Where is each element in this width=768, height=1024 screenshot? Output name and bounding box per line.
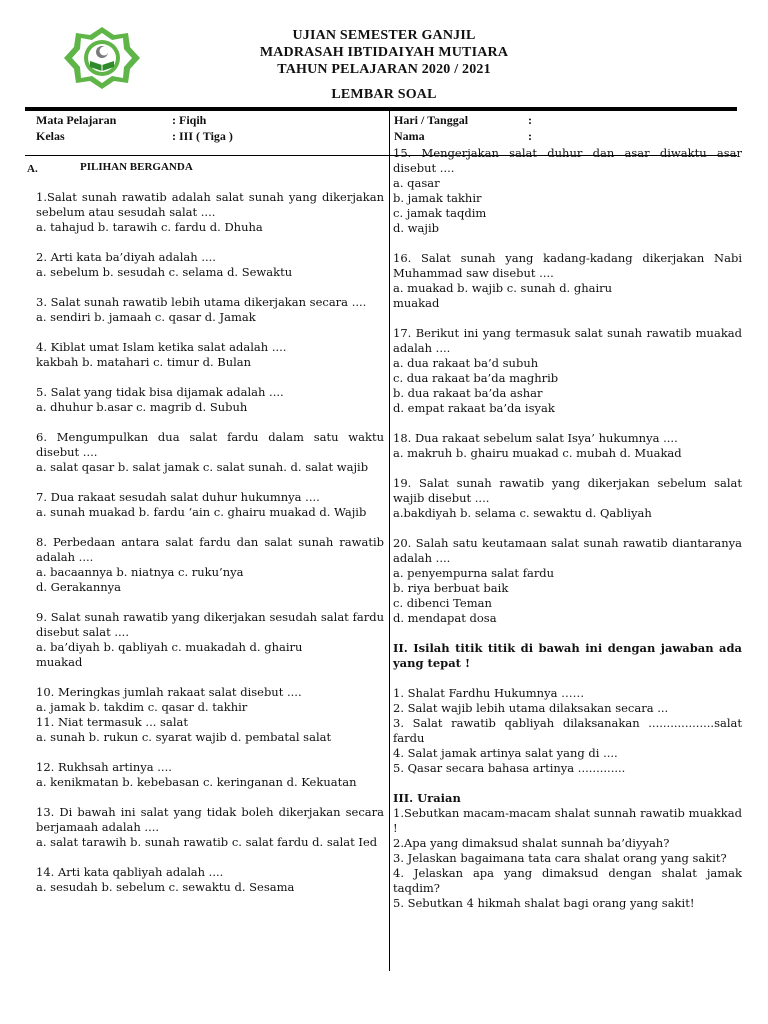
answer-options: kakbah b. matahari c. timur d. Bulan [36, 355, 252, 369]
question-text: 8. Perbedaan antara salat fardu dan salat sunah rawatib adalah .... [36, 535, 384, 564]
question-text: 20. Salah satu keutamaan salat sunah rawatib diantaranya adalah .... [393, 536, 742, 565]
question-text: 15. Mengerjakan salat duhur dan asar diwaktu asar disebut .... [393, 146, 742, 175]
date-label: Hari / Tanggal [394, 113, 469, 127]
section-c-title: III. Uraian [393, 791, 461, 805]
question-item [36, 610, 384, 670]
answer-options: a. makruh b. ghairu muakad c. mubah d. Muakad [393, 446, 682, 460]
answer-options: c. dibenci Teman [393, 596, 492, 610]
left-question-column [36, 190, 384, 910]
question-item [393, 431, 742, 461]
school-year: TAHUN PELAJARAN 2020 / 2021 [277, 62, 491, 77]
answer-options: b. dua rakaat ba’da ashar [393, 386, 543, 400]
fill-in-item: 3. Salat rawatib qabliyah dilaksanakan ..................salat fardu [393, 716, 742, 745]
answer-options: a. dua rakaat ba’d subuh [393, 356, 539, 370]
essay-item: 2.Apa yang dimaksud shalat sunnah ba’diyyah? [393, 836, 670, 850]
question-item [393, 476, 742, 521]
question-item [36, 535, 384, 595]
section-a-title: PILIHAN BERGANDA [80, 161, 193, 173]
question-item [36, 250, 384, 280]
question-text: 6. Mengumpulkan dua salat fardu dalam satu waktu disebut .... [36, 430, 384, 459]
question-item [36, 430, 384, 475]
answer-options: a. sesudah b. sebelum c. sewaktu d. Sesama [36, 880, 295, 894]
question-text: 16. Salat sunah yang kadang-kadang dikerjakan Nabi Muhammad saw disebut .... [393, 251, 742, 280]
column-divider [389, 111, 390, 971]
answer-options: 11. Niat termasuk ... salat [36, 715, 188, 729]
question-text: 12. Rukhsah artinya .... [36, 760, 172, 774]
question-item [393, 326, 742, 416]
exam-title: UJIAN SEMESTER GANJIL [292, 28, 476, 43]
question-text: 4. Kiblat umat Islam ketika salat adalah .... [36, 340, 287, 354]
answer-options: a. salat qasar b. salat jamak c. salat sunah. d. salat wajib [36, 460, 369, 474]
question-text: 18. Dua rakaat sebelum salat Isya’ hukumnya .... [393, 431, 678, 445]
question-item [36, 190, 384, 235]
fill-in-item: 2. Salat wajib lebih utama dilaksakan secara ... [393, 701, 669, 715]
question-text: 19. Salat sunah rawatib yang dikerjakan sebelum salat wajib disebut .... [393, 476, 742, 505]
answer-options: a. sebelum b. sesudah c. selama d. Sewaktu [36, 265, 293, 279]
sheet-title: LEMBAR SOAL [331, 87, 437, 102]
answer-options: a. tahajud b. tarawih c. fardu d. Dhuha [36, 220, 263, 234]
question-item [36, 490, 384, 520]
subject-value: : Fiqih [172, 113, 207, 127]
question-text: 3. Salat sunah rawatib lebih utama dikerjakan secara .... [36, 295, 367, 309]
answer-options: a.bakdiyah b. selama c. sewaktu d. Qabliyah [393, 506, 652, 520]
answer-options: a. sunah b. rukun c. syarat wajib d. pembatal salat [36, 730, 332, 744]
question-text: 7. Dua rakaat sesudah salat duhur hukumnya .... [36, 490, 320, 504]
question-text: 2. Arti kata ba’diyah adalah .... [36, 250, 216, 264]
section-c [393, 791, 742, 911]
class-value: : III ( Tiga ) [172, 129, 233, 143]
answer-options: d. Gerakannya [36, 580, 122, 594]
answer-options: muakad [393, 296, 440, 310]
answer-options: a. penyempurna salat fardu [393, 566, 555, 580]
subject-label: Mata Pelajaran [36, 113, 117, 127]
fill-in-item: 5. Qasar secara bahasa artinya ............. [393, 761, 626, 775]
header-divider [25, 107, 737, 111]
question-item [393, 146, 742, 236]
question-text: 17. Berikut ini yang termasuk salat sunah rawatib muakad adalah .... [393, 326, 742, 355]
essay-item: 1.Sebutkan macam-macam shalat sunnah rawatib muakkad ! [393, 806, 742, 835]
answer-options: c. dua rakaat ba’da maghrib [393, 371, 559, 385]
question-item [393, 251, 742, 311]
answer-options: a. sendiri b. jamaah c. qasar d. Jamak [36, 310, 256, 324]
answer-options: a. kenikmatan b. kebebasan c. keringanan d. Kekuatan [36, 775, 357, 789]
answer-options: a. dhuhur b.asar c. magrib d. Subuh [36, 400, 248, 414]
answer-options: a. ba’diyah b. qabliyah c. muakadah d. ghairu [36, 640, 303, 654]
right-question-column [393, 146, 742, 911]
answer-options: d. mendapat dosa [393, 611, 497, 625]
question-item [36, 340, 384, 370]
question-text: 5. Salat yang tidak bisa dijamak adalah .... [36, 385, 284, 399]
name-value: : [528, 129, 532, 143]
question-item [36, 760, 384, 790]
answer-options: b. riya berbuat baik [393, 581, 509, 595]
answer-options: d. wajib [393, 221, 439, 235]
question-text: 14. Arti kata qabliyah adalah .... [36, 865, 224, 879]
question-item [36, 805, 384, 850]
question-item [36, 685, 384, 745]
date-value: : [528, 113, 532, 127]
answer-options: d. empat rakaat ba’da isyak [393, 401, 555, 415]
answer-options: a. sunah muakad b. fardu ‘ain c. ghairu muakad d. Wajib [36, 505, 367, 519]
question-item [36, 865, 384, 895]
answer-options: a. bacaannya b. niatnya c. ruku’nya [36, 565, 244, 579]
question-item [36, 385, 384, 415]
name-label: Nama [394, 129, 425, 143]
answer-options: c. jamak taqdim [393, 206, 487, 220]
question-text: 9. Salat sunah rawatib yang dikerjakan sesudah salat fardu disebut salat .... [36, 610, 384, 639]
answer-options: b. jamak takhir [393, 191, 482, 205]
question-text: 1.Salat sunah rawatib adalah salat sunah yang dikerjakan sebelum atau sesudah salat .... [36, 190, 384, 219]
fill-in-item: 4. Salat jamak artinya salat yang di .... [393, 746, 618, 760]
essay-item: 3. Jelaskan bagaimana tata cara shalat orang yang sakit? [393, 851, 727, 865]
answer-options: a. muakad b. wajib c. sunah d. ghairu [393, 281, 613, 295]
class-label: Kelas [36, 129, 65, 143]
question-item [36, 295, 384, 325]
answer-options: a. jamak b. takdim c. qasar d. takhir [36, 700, 248, 714]
essay-item: 5. Sebutkan 4 hikmah shalat bagi orang yang sakit! [393, 896, 695, 910]
section-a-letter: A. [27, 163, 38, 175]
answer-options: muakad [36, 655, 83, 669]
question-text: 13. Di bawah ini salat yang tidak boleh dikerjakan secara berjamaah adalah .... [36, 805, 384, 834]
question-text: 10. Meringkas jumlah rakaat salat disebut .... [36, 685, 302, 699]
answer-options: a. salat tarawih b. sunah rawatib c. salat fardu d. salat Ied [36, 835, 378, 849]
essay-item: 4. Jelaskan apa yang dimaksud dengan shalat jamak taqdim? [393, 866, 742, 895]
section-b [393, 641, 742, 776]
section-b-title: II. Isilah titik titik di bawah ini dengan jawaban ada yang tepat ! [393, 641, 742, 670]
answer-options: a. qasar [393, 176, 440, 190]
fill-in-item: 1. Shalat Fardhu Hukumnya …… [393, 686, 585, 700]
school-name: MADRASAH IBTIDAIYAH MUTIARA [259, 45, 509, 60]
question-item [393, 536, 742, 626]
